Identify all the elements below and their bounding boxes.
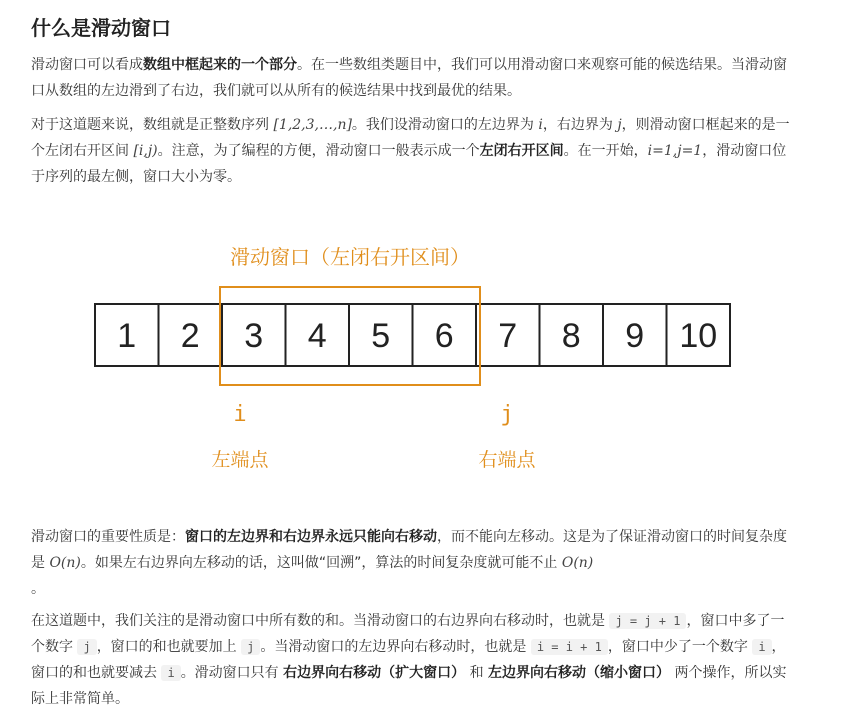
sliding-window-diagram [0, 230, 857, 480]
inline-code: j [241, 639, 260, 655]
text: 。当滑动窗口的左边界向右移动时，也就是 [260, 639, 531, 655]
diagram-svg [0, 230, 857, 480]
array-cell-value: 10 [679, 317, 718, 355]
bold-text: 窗口的左边界和右边界永远只能向右移动 [185, 529, 437, 545]
inline-code: i [752, 639, 771, 655]
array-cell-value: 5 [371, 317, 391, 355]
text: ，窗口中少了一个数字 [607, 639, 753, 655]
right-endpoint-label: 右端点 [478, 450, 536, 471]
text: ，而不能向左移动。这是为了保证滑动窗口的时间复杂度是 [31, 529, 787, 571]
text: 。滑动窗口只有 [180, 665, 284, 681]
array-cell-value: 6 [434, 317, 454, 355]
array-cell-value: 4 [307, 317, 327, 355]
text: 。 [31, 581, 45, 597]
math-i: i [538, 117, 543, 133]
text: ，右边界为 [542, 117, 618, 133]
array-cell-value: 2 [180, 317, 200, 355]
inline-code: i = i + 1 [531, 639, 608, 655]
text: 在这道题中，我们关注的是滑动窗口中所有数的和。当滑动窗口的右边界向右移动时，也就是 [31, 613, 610, 629]
text: ，则滑动窗口框起来的是一个左闭右开区间 [31, 117, 790, 159]
math-j: j [617, 117, 622, 133]
math-interval: [i,j) [133, 143, 158, 159]
text: 。在一开始， [563, 143, 648, 159]
right-pointer-label: j [500, 402, 514, 427]
text: 滑动窗口的重要性质是： [31, 529, 185, 545]
text: 和 [465, 665, 489, 681]
bold-text: 数组中框起来的一个部分 [143, 57, 297, 73]
array-cell-value: 7 [498, 317, 518, 355]
inline-code: j = j + 1 [609, 613, 686, 629]
bold-text: 右边界向右移动（扩大窗口） [283, 665, 466, 681]
left-endpoint-label: 左端点 [211, 450, 269, 471]
array-cell-value: 3 [244, 317, 264, 355]
text: ，窗口的和也就要加上 [96, 639, 242, 655]
math-sequence: [1,2,3,…,n] [273, 117, 352, 133]
bold-text: 左边界向右移动（缩小窗口） [488, 665, 671, 681]
inline-code: j [77, 639, 96, 655]
paragraph-property [31, 524, 797, 602]
text: 两个操作，所以实际上非常简单。 [31, 665, 787, 707]
math-init: i=1,j=1 [647, 143, 703, 159]
text: 。注意，为了编程的方便，滑动窗口一般表示成一个 [157, 143, 480, 159]
text: 滑动窗口可以看成 [31, 57, 143, 73]
bold-text: 左闭右开区间 [479, 143, 564, 159]
left-pointer-label: i [233, 402, 247, 427]
text: 。在一些数组类题目中，我们可以用滑动窗口来观察可能的候选结果。当滑动窗口从数组的左边滑到了右边，我们就可以从所有的候选结果中找到最优的结果。 [31, 57, 787, 99]
text: ，窗口中多了一个数字 [31, 613, 785, 655]
array-cell-value: 9 [625, 317, 645, 355]
text: ，窗口的和也就要减去 [31, 639, 786, 681]
math-complexity: O(n) [561, 555, 594, 571]
inline-code: i [161, 665, 180, 681]
text: ，滑动窗口位于序列的最左侧，窗口大小为零。 [31, 143, 787, 185]
paragraph-intro [31, 52, 797, 104]
paragraph-definition [31, 112, 797, 190]
page-title: 什么是滑动窗口 [31, 16, 171, 40]
array-cell-value: 8 [561, 317, 581, 355]
text: 。如果左右边界向左移动的话，这叫做“回溯”，算法的时间复杂度就可能不止 [80, 555, 562, 571]
text: 对于这道题来说，数组就是正整数序列 [31, 117, 274, 133]
array-cell-value: 1 [117, 317, 137, 355]
window-label: 滑动窗口（左闭右开区间） [230, 247, 470, 269]
cell-row [95, 304, 730, 366]
text: 。我们设滑动窗口的左边界为 [351, 117, 539, 133]
paragraph-sum [31, 608, 797, 712]
math-complexity: O(n) [49, 555, 81, 571]
